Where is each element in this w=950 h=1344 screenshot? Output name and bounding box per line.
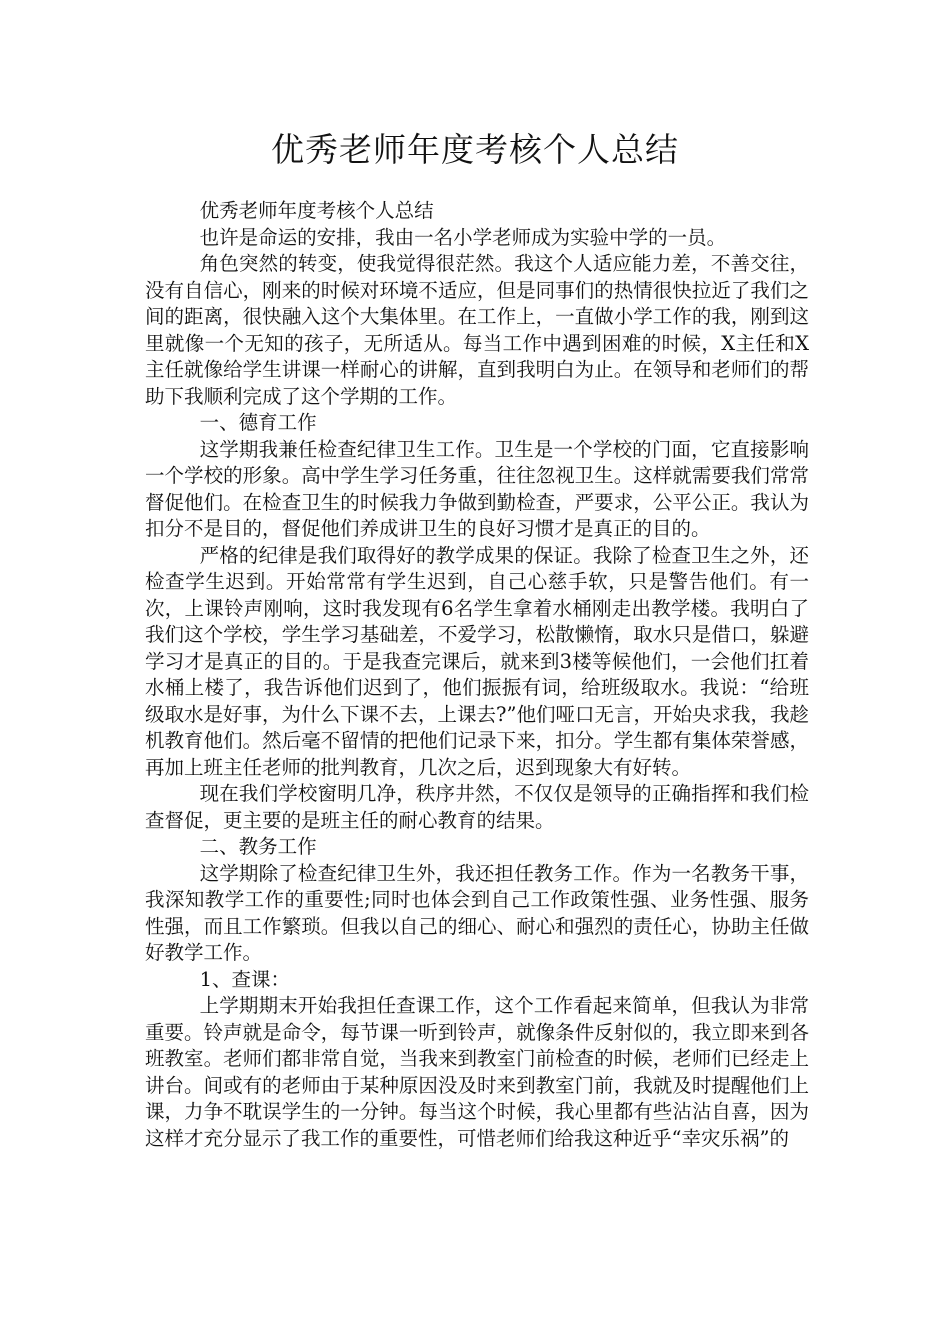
section-heading-moral-education: 一、德育工作 (199, 411, 317, 434)
paragraph-role-change: 角色突然的转变，使我觉得很茫然。我这个人适应能力差，不善交往，没有自信心，刚来的时候对环境不适应，但是同事们的热情很快拉近了我们之间的距离，很快融入这个大集体里。在工作上，一直做小学工作的我，刚到这里就像一个无知的孩子，无所适从。每当工作中遇到困难的时候，X主任和X主任就像给学生讲课一样耐心的讲解，直到我明白为止。在领导和老师们的帮助下我顺利完成了这个学期的工作。 (145, 252, 809, 408)
subsection-heading-class-inspection: 1、查课： (199, 967, 291, 991)
document-body (145, 198, 809, 1152)
paragraph-academic-affairs: 这学期除了检查纪律卫生外，我还担任教务工作。作为一名教务干事，我深知教学工作的重要性;同时也体会到自己工作政策性强、业务性强、服务性强，而且工作繁琐。但我以自己的细心、耐心和强烈的责任心，协助主任做好教学工作。 (145, 861, 809, 964)
paragraph-subtitle: 优秀老师年度考核个人总结 (199, 199, 434, 222)
document-title: 优秀老师年度考核个人总结 (271, 130, 679, 169)
paragraph-intro: 也许是命运的安排，我由一名小学老师成为实验中学的一员。 (199, 225, 727, 249)
paragraph-discipline: 严格的纪律是我们取得好的教学成果的保证。我除了检查卫生之外，还检查学生迟到。开始常常有学生迟到，自己心慈手软，只是警告他们。有一次，上课铃声刚响，这时我发现有6名学生拿着水桶刚走出教学楼。我明白了我们这个学校，学生学习基础差，不爱学习，松散懒惰，取水只是借口，躲避学习才是真正的目的。于是我查完课后，就来到3楼等候他们，一会他们扛着水桶上楼了，我告诉他们迟到了，他们振振有词，给班级取水。我说：“给班级取水是好事，为什么下课不去，上课去?”他们哑口无言，开始央求我，我趁机教育他们。然后毫不留情的把他们记录下来，扣分。学生都有集体荣誉感，再加上班主任老师的批判教育，几次之后，迟到现象大有好转。 (145, 543, 809, 779)
paragraph-class-inspection: 上学期期末开始我担任查课工作，这个工作看起来简单，但我认为非常重要。铃声就是命令，每节课一听到铃声，就像条件反射似的，我立即来到各班教室。老师们都非常自觉，当我来到教室门前检查的时候，老师们已经走上讲台。间或有的老师由于某种原因没及时来到教室门前，我就及时提醒他们上课，力争不耽误学生的一分钟。每当这个时候，我心里都有些沾沾自喜，因为这样才充分显示了我工作的重要性，可惜老师们给我这种近乎“幸灾乐祸”的 (145, 994, 809, 1150)
section-heading-academic-affairs: 二、教务工作 (199, 835, 317, 858)
paragraph-results: 现在我们学校窗明几净，秩序井然，不仅仅是领导的正确指挥和我们检查督促，更主要的是班主任的耐心教育的结果。 (145, 782, 809, 832)
paragraph-hygiene: 这学期我兼任检查纪律卫生工作。卫生是一个学校的门面，它直接影响一个学校的形象。高中学生学习任务重，往往忽视卫生。这样就需要我们常常督促他们。在检查卫生的时候我力争做到勤检查，严要求，公平公正。我认为扣分不是目的，督促他们养成讲卫生的良好习惯才是真正的目的。 (145, 437, 809, 540)
